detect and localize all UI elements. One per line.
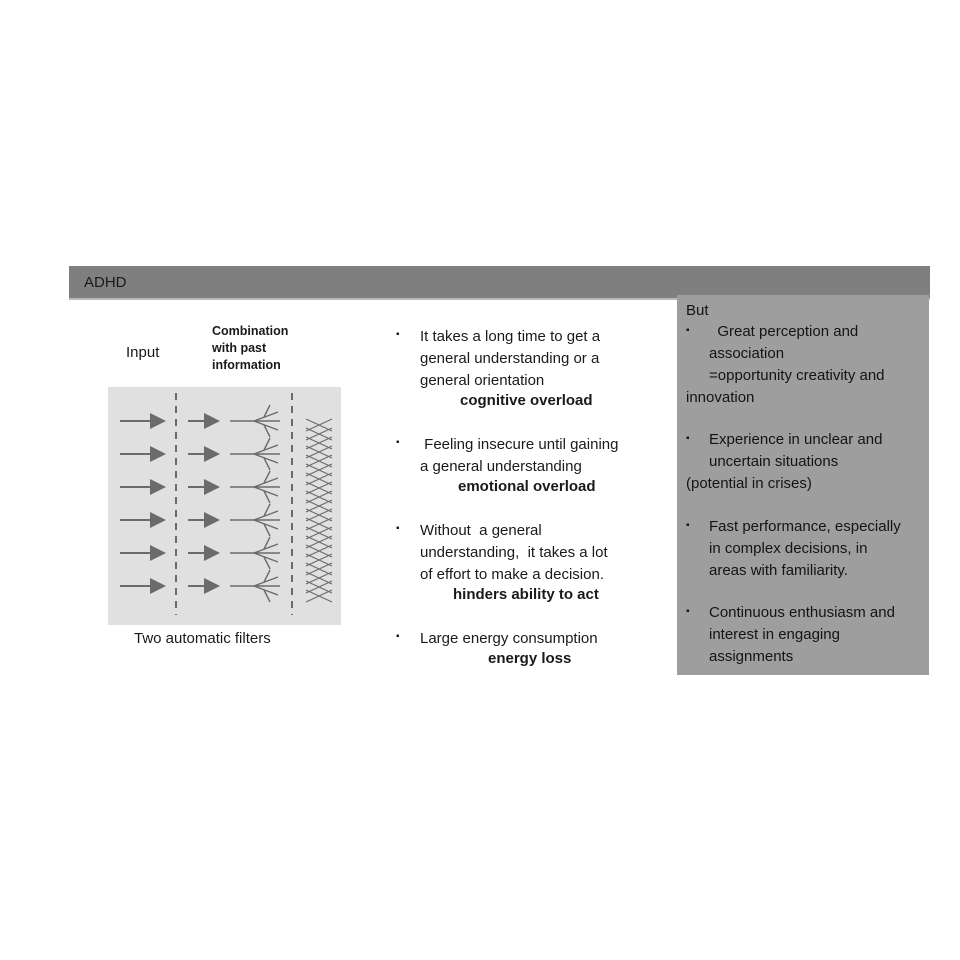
challenge-3-line-2: understanding, it takes a lot [420, 544, 608, 561]
bullet-icon: ▪ [396, 329, 400, 340]
strength-2-line-3: (potential in crises) [686, 475, 812, 492]
tangled-lines [306, 419, 332, 602]
filter-row [120, 438, 280, 470]
filter-row [120, 405, 280, 437]
branch-icon [230, 570, 280, 602]
strength-1-line-3: =opportunity creativity and [709, 367, 885, 384]
strength-3-line-3: areas with familiarity. [709, 562, 848, 579]
filter-row [120, 504, 280, 536]
bullet-icon: ▪ [686, 606, 690, 617]
filter-row [120, 537, 280, 569]
challenge-2-result: emotional overload [458, 478, 596, 495]
filter-diagram [108, 387, 341, 625]
strength-4-line-3: assignments [709, 648, 794, 665]
strengths-heading: But [686, 302, 709, 319]
challenge-3-line-3: of effort to make a decision. [420, 566, 604, 583]
challenge-2-line-1: Feeling insecure until gaining [420, 436, 619, 453]
filter-diagram-svg [108, 387, 341, 625]
filter-row [120, 471, 280, 503]
bullet-icon: ▪ [396, 437, 400, 448]
bullet-icon: ▪ [686, 433, 690, 444]
bullet-icon: ▪ [686, 520, 690, 531]
challenge-1-line-2: general understanding or a [420, 350, 600, 367]
strength-1-line-1: Great perception and [709, 323, 859, 340]
strength-3-line-2: in complex decisions, in [709, 540, 868, 557]
combination-label-line-2: with past [212, 341, 267, 355]
branch-icon [230, 504, 280, 536]
challenge-1-line-1: It takes a long time to get a [420, 328, 601, 345]
bullet-icon: ▪ [686, 325, 690, 336]
combination-label-line-3: information [212, 358, 281, 372]
strength-2-line-1: Experience in unclear and [709, 431, 883, 448]
strength-4-line-2: interest in engaging [709, 626, 840, 643]
branch-icon [230, 405, 280, 437]
branch-icon [230, 438, 280, 470]
strengths-box [677, 295, 929, 675]
challenge-1-line-3: general orientation [420, 372, 545, 389]
header-title: ADHD [84, 274, 127, 291]
strength-1-line-2: association [709, 345, 785, 362]
combination-label [212, 323, 288, 374]
bullet-icon: ▪ [396, 523, 400, 534]
strength-4-line-1: Continuous enthusiasm and [709, 604, 895, 621]
strength-3-line-1: Fast performance, especially [709, 518, 901, 535]
filter-row [120, 570, 280, 602]
strength-2-line-2: uncertain situations [709, 453, 839, 470]
diagram-caption: Two automatic filters [134, 630, 271, 647]
challenge-2-line-2: a general understanding [420, 458, 582, 475]
challenge-4-line-1: Large energy consumption [420, 630, 598, 647]
challenge-3-line-1: Without a general [420, 522, 542, 539]
branch-icon [230, 537, 280, 569]
input-label: Input [126, 344, 160, 361]
challenge-1-result: cognitive overload [460, 392, 593, 409]
challenge-3-result: hinders ability to act [453, 586, 599, 603]
challenge-4-result: energy loss [488, 650, 572, 667]
bullet-icon: ▪ [396, 631, 400, 642]
strength-1-line-4: innovation [686, 389, 755, 406]
combination-label-line-1: Combination [212, 324, 289, 338]
branch-icon [230, 471, 280, 503]
